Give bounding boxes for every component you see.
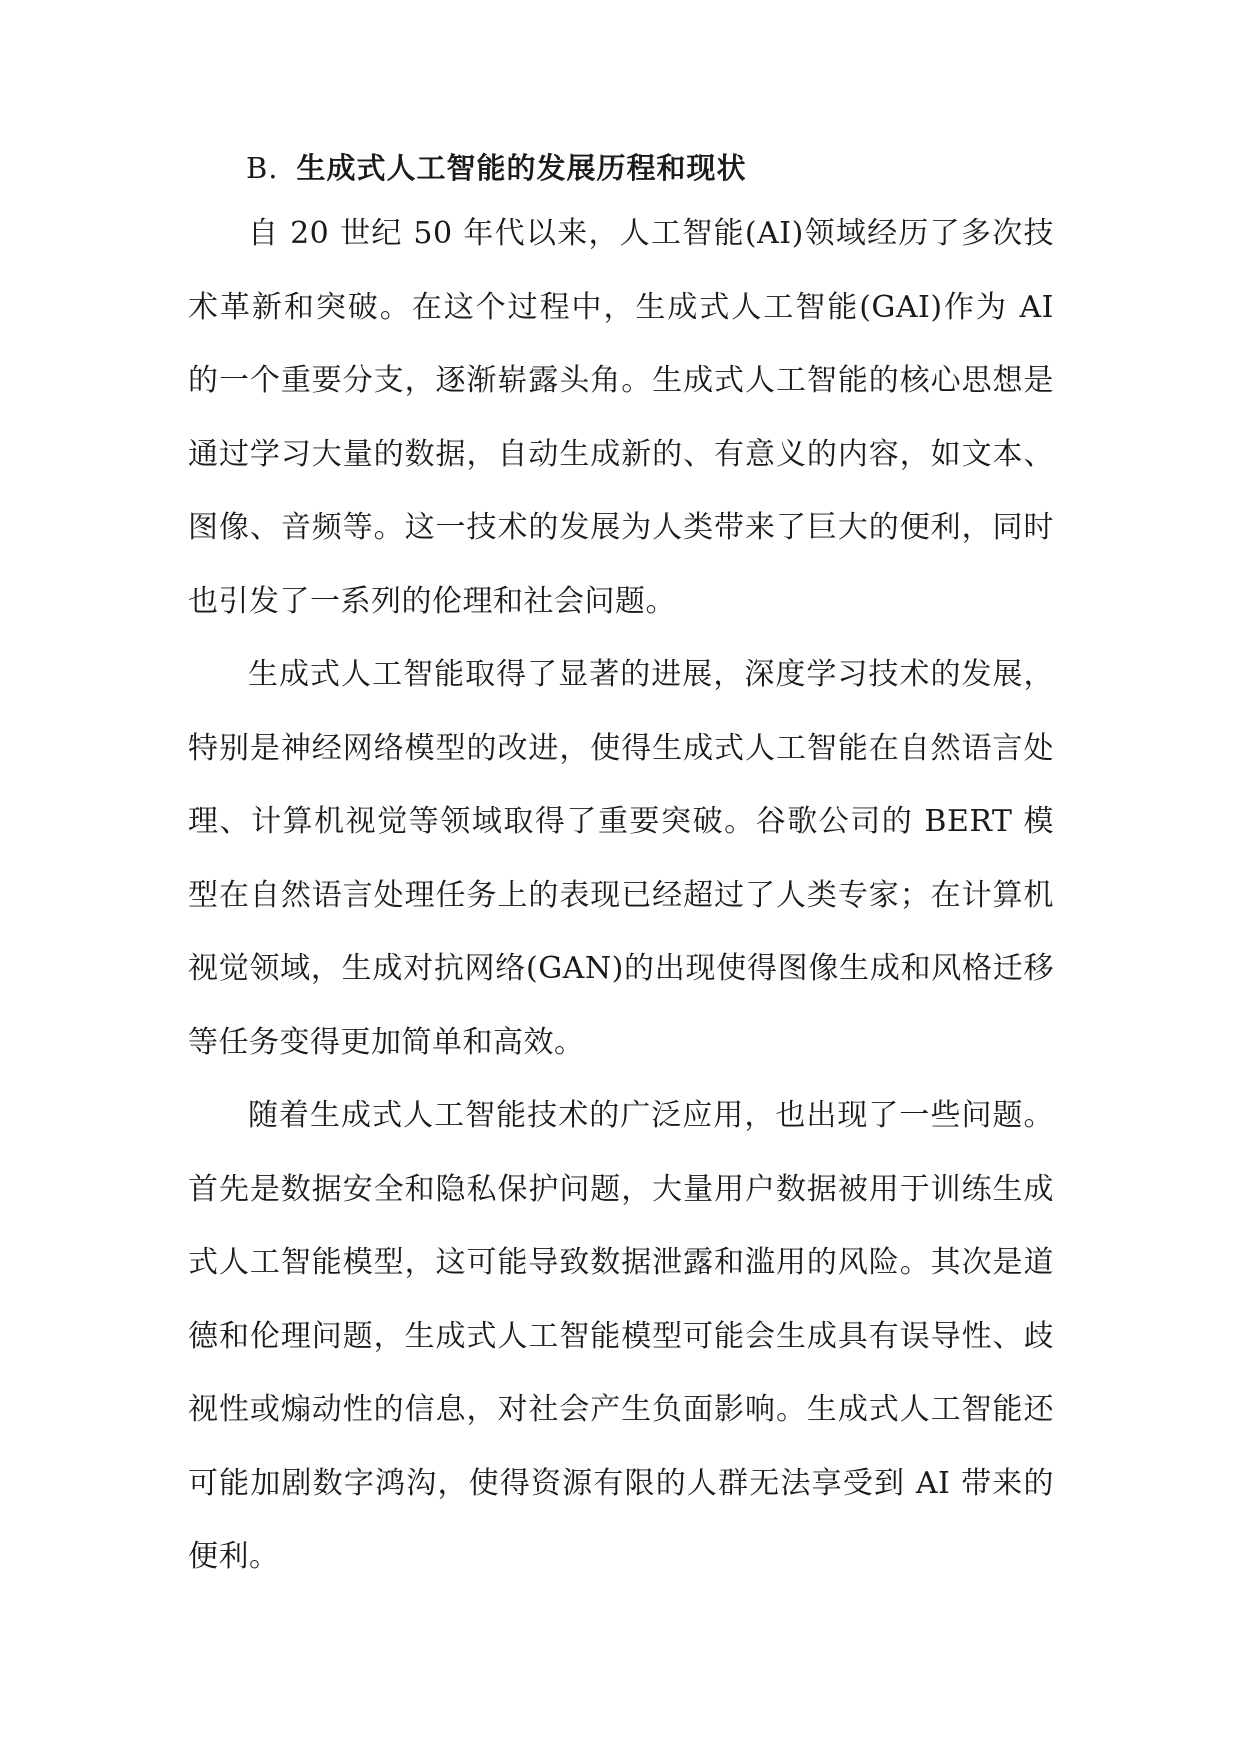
paragraph-1: 自 20 世纪 50 年代以来，人工智能(AI)领域经历了多次技术革新和突破。在这个过程中，生成式人工智能(GAI)作为 AI 的一个重要分支，逐渐崭露头角。生成式人工智能的核心思想是通过学习大量的数据，自动生成新的、有意义的内容，如文本、图像、音频等。这一技术的发展为人类带来了巨大的便利，同时也引发了一系列的伦理和社会问题。 — [188, 216, 1054, 619]
section-title: 生成式人工智能的发展历程和现状 — [296, 151, 747, 185]
paragraph-2: 生成式人工智能取得了显著的进展，深度学习技术的发展，特别是神经网络模型的改进，使得生成式人工智能在自然语言处理、计算机视觉等领域取得了重要突破。谷歌公司的 BERT 模型在自然语言处理任务上的表现已经超过了人类专家；在计算机视觉领域，生成对抗网络(GAN)的出现使得图像生成和风格迁移等任务变得更加简单和高效。 — [188, 657, 1054, 1060]
paragraph-3: 随着生成式人工智能技术的广泛应用，也出现了一些问题。首先是数据安全和隐私保护问题，大量用户数据被用于训练生成式人工智能模型，这可能导致数据泄露和滥用的风险。其次是道德和伦理问题，生成式人工智能模型可能会生成具有误导性、歧视性或煽动性的信息，对社会产生负面影响。生成式人工智能还可能加剧数字鸿沟，使得资源有限的人群无法享受到 AI 带来的便利。 — [188, 1098, 1054, 1574]
section-number: B. — [246, 151, 279, 185]
section-heading — [246, 148, 747, 188]
body-text — [188, 197, 1054, 1594]
